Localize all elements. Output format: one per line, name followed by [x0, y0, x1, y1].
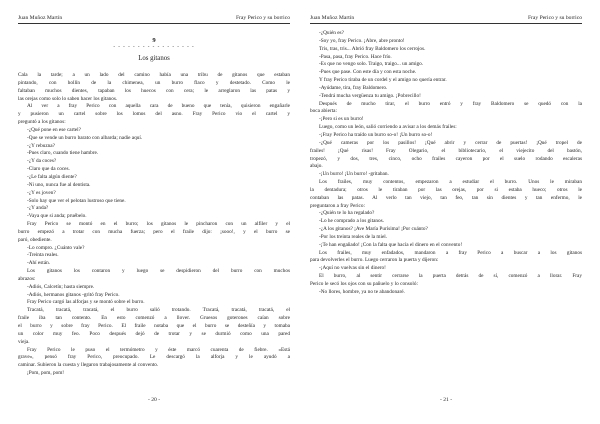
text-line: preguntó a los gitanos:	[18, 119, 66, 126]
running-header	[18, 15, 290, 22]
left-page	[18, 0, 290, 424]
text-line: -¡Aquí no vuelvas sin el dinero!	[319, 265, 386, 272]
text-line: tropezó, y dos, tres, cinco, ocho frailes cayeron por el suelo rodando escaleras	[310, 155, 582, 162]
text-line: abajo.	[310, 163, 323, 170]
text-line: -¿Y da coces?	[27, 158, 57, 165]
text-line: burro empezó a trotar con mucha fuerza; pero el fraile dijo: ¡sooo!, y el burro se	[18, 228, 290, 235]
text-line: El burro, al sentir cerrarse la puerta detrás de sí, comenzó a llorar. Fray	[319, 273, 582, 280]
text-line: -¿Y anda?	[27, 205, 49, 212]
text-line: -¡Un burro! ¡Un burro! -gritaban.	[319, 171, 389, 178]
text-line: Fray Perico cargó las alforjas y se montó sobre el burro.	[27, 299, 145, 306]
header-book-title: Fray Perico y su borrico	[235, 15, 290, 21]
chapter-ornament: - - - - - - - - - - - - - - - - -	[113, 45, 195, 50]
text-line: -Vaya que si anda; pruébelo.	[27, 213, 87, 220]
text-line: -¿Y rebuzna?	[27, 142, 55, 149]
text-line: -Lo he comprado a los gitanos.	[319, 218, 385, 225]
text-line: -Por los treinta reales de la miel.	[319, 233, 388, 240]
text-line: -Ayúdame, tira, fray Baldomero.	[319, 84, 388, 91]
header-author: Juan Muñoz Martín	[310, 15, 355, 21]
text-line: -Que se vende un burro barato con albarda; nadie aquí.	[27, 134, 143, 141]
text-line: -¿Quién te lo ha regalado?	[319, 210, 375, 217]
text-line: Tris, tras, tris... Abrió fray Baldomero los cerrojos.	[319, 45, 426, 52]
running-header	[310, 15, 582, 22]
text-line: -Tendrá mucha vergüenza tu amigo. ¡Pobrecillo!	[319, 92, 421, 99]
text-line: -Es que no vengo solo. Traigo, traigo... un amigo.	[319, 61, 424, 68]
header-book-title: Fray Perico y su borrico	[527, 15, 582, 21]
text-line: -Ahí están.	[27, 260, 51, 267]
text-line: las orejas como solo lo saben hacer los gitanos.	[18, 95, 118, 102]
text-line: Luego, como un león, salió corriendo a avisar a los demás frailes:	[319, 124, 457, 131]
header-rule	[18, 23, 290, 24]
body-text	[18, 72, 290, 378]
text-line: -¿Qué cameras por los pasillos! ¡Qué abrir y cerrar de puertas! ¡Qué tropel de	[319, 139, 582, 146]
text-line: -Solo hay que ver el pelotan lustroso que tiene.	[27, 197, 126, 204]
text-line: -Ni uno, nunca fue al dentista.	[27, 181, 91, 188]
text-line: Al ver a fray Perico con aquella cara de bueno que tenía, quisieron engañarle	[27, 103, 290, 110]
text-line: para devolverles el burro. Luego cerraron la puerta y dijeron:	[310, 257, 439, 264]
text-line: -Claro que da coces.	[27, 166, 70, 173]
header-author: Juan Muñoz Martín	[18, 15, 63, 21]
text-line: -¡Te han engañado! ¡Con la falta que hacía el dinero en el convento!	[319, 241, 463, 248]
text-line: Fray Perico se montó en el burro; los gitanos le pincharon con un alfiler y el	[27, 221, 290, 228]
text-line: Los gitanos los contaron y luego se despidieron del burro con muchos	[27, 268, 290, 275]
text-line: Cala la tarde; a un lado del camino había una tribu de gitanos que estaban	[18, 72, 290, 78]
text-line: Los frailes, muy enfadados, mandaron a fray Perico a buscar a los gitanos	[319, 249, 582, 256]
right-page	[310, 0, 582, 424]
text-line: un color muy feo. Poco después dejó de trotar y se durmió como una pared	[18, 330, 290, 337]
body-text	[310, 30, 582, 297]
text-line: -¿Qué pone en ese cartel?	[27, 126, 81, 133]
text-line: Tracatá, tracatá, tracatá, el burro salió trotando. Tracatá, tracatá, tracatá, el	[27, 307, 290, 314]
text-line: Perico le secó los ojos con su pañuelo y lo consoló:	[310, 281, 418, 287]
text-line: Después de mucho tirar, el burro entró y fray Baldomero se quedó con la	[319, 100, 582, 107]
text-line: -¡Pero si es un burro!	[319, 116, 364, 123]
page-number: - 20 -	[147, 397, 161, 403]
text-line: la dentadura; otros le tiraban por las orejas, por si estaba hueco; otros le	[310, 186, 582, 193]
text-line: grave», pensó fray Perico, preocupado. Le descargó la alforja y le ayudó a	[18, 354, 290, 361]
text-line: boca abierta:	[310, 108, 337, 115]
text-line: -Treinta reales.	[27, 252, 59, 259]
text-line: -¿Le falta algún diente?	[27, 173, 77, 180]
text-line: -¿A los gitanos? ¡Ave María Purísima! ¡Por cuánto?	[319, 226, 428, 233]
text-line: -Lo compro. ¿Cuánto vale?	[27, 244, 85, 251]
chapter-title: Los gitanos	[138, 55, 170, 62]
text-line: Fray Perico le puso el termómetro y éste marcó cuarenta de fiebre. «Está	[27, 346, 290, 353]
text-line: fraile iba tan contento. En esto comenzó a llover. Gruesos goterones caían sobre	[18, 315, 290, 322]
text-line: -Adiós, hermanos gitanos -gritó fray Perico.	[27, 291, 120, 298]
text-line: -Adiós, Calcetín; hasta siempre.	[27, 283, 95, 290]
text-line: vieja.	[18, 338, 30, 345]
text-line: -¿Quién es?	[319, 30, 344, 36]
text-line: -Pues que pase. Con este día y con esta noche.	[319, 69, 417, 76]
text-line: caminar. Subieron la cuesta y llegaron trabajosamente al convento.	[18, 362, 159, 369]
page-number: - 21 -	[439, 397, 453, 403]
text-line: ¡Pom, pom, pom!	[27, 370, 65, 377]
text-line: -No llores, hombre, ya no te abandonaré.	[319, 288, 405, 295]
text-line: Los frailes, muy contentos, empezaron a estudiar el burro. Unos le miraban	[319, 179, 582, 186]
text-line: contaban las patas. Al verlo tan viejo, tan feo, tan sin dientes y tan enfermo, le	[310, 194, 582, 201]
text-line: abrazos:	[18, 275, 36, 282]
text-line: Y fray Perico tiraba de un cordel y el amigo no quería entrar.	[319, 77, 447, 84]
text-line: pintando, con hollín de la chimenea, un burro flaco y destetado. Como le	[18, 79, 290, 86]
header-rule	[310, 23, 582, 24]
text-line: y pusieron un cartel sobre los lomos del asno. Fray Perico vio el cartel y	[18, 111, 290, 118]
text-line: faltaban muchos dientes, tapaban los huecos con cera; le arreglaron las patas y	[18, 87, 290, 94]
text-line: -¡Fray Perico ha traído un burro so-o! ¡Un burro so-o!	[319, 131, 433, 138]
text-line: frailes! ¡Qué risas! Fray Olegario, el bibliotecario, el viejecito del bastón,	[310, 147, 582, 154]
text-line: paró, obediente.	[18, 236, 52, 243]
text-line: -Soy yo, fray Perico. ¡Abre, abre pronto!	[319, 37, 405, 44]
text-line: -¿Y es joven?	[27, 189, 56, 196]
text-line: preguntaron a fray Perico:	[310, 202, 365, 209]
text-line: -Pasa, pasa, fray Perico. Hace frío.	[319, 53, 392, 60]
chapter-number: 9	[152, 37, 156, 44]
text-line: -Pues claro, cuando tiene hambre.	[27, 150, 99, 157]
text-line: el burro y sobre fray Perico. El fraile notaba que el burro se desteñía y tomaba	[18, 323, 290, 329]
